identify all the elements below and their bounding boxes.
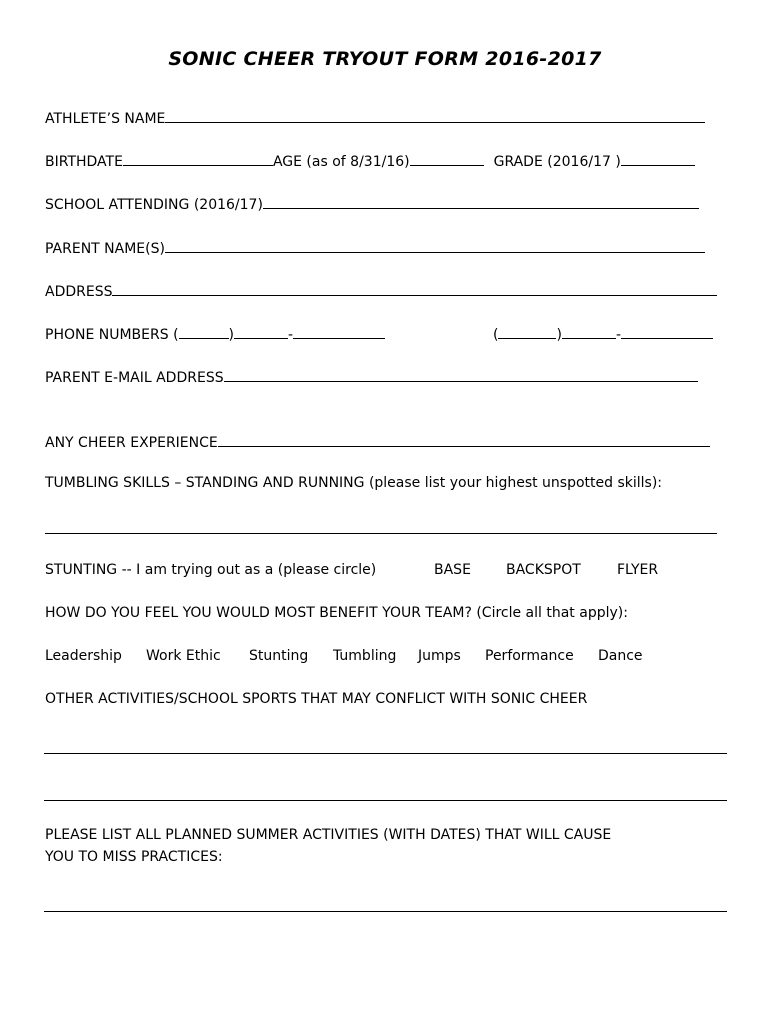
phone2-prefix-field[interactable] [562,324,616,339]
cheer-experience-row [45,432,710,451]
conflicts-label: OTHER ACTIVITIES/SCHOOL SPORTS THAT MAY CONFLICT WITH SONIC CHEER [45,691,588,707]
benefit-option-dance[interactable]: Dance [598,648,643,664]
phone1-prefix-field[interactable] [234,324,288,339]
benefit-option-performance[interactable]: Performance [485,648,574,664]
parent-names-field[interactable] [165,238,705,253]
athlete-name-label: ATHLETE’S NAME [45,111,166,127]
parent-email-label: PARENT E-MAIL ADDRESS [45,370,224,386]
phone2-dash: - [615,327,621,343]
cheer-experience-field[interactable] [218,432,710,447]
address-field[interactable] [112,281,717,296]
birthdate-label: BIRTHDATE [45,154,123,170]
phone2-area-code-field[interactable] [498,324,556,339]
parent-names-label: PARENT NAME(S) [45,241,165,257]
summer-activities-answer-line[interactable] [44,911,727,912]
stunting-label: STUNTING -- I am trying out as a (please circle) [45,562,377,578]
tumbling-label: TUMBLING SKILLS – STANDING AND RUNNING (please list your highest unspotted skills): [45,475,663,491]
age-label: AGE (as of 8/31/16) [272,154,410,170]
conflicts-answer-line-2[interactable] [44,800,727,801]
athlete-name-field[interactable] [165,108,705,123]
benefit-option-tumbling[interactable]: Tumbling [333,648,397,664]
benefit-option-work-ethic[interactable]: Work Ethic [146,648,221,664]
stunting-option-flyer[interactable]: FLYER [617,562,659,578]
summer-activities-label-line-2: YOU TO MISS PRACTICES: [45,849,223,865]
parent-names-row [45,238,705,257]
conflicts-answer-line-1[interactable] [44,753,727,754]
stunting-option-backspot[interactable]: BACKSPOT [506,562,581,578]
benefit-option-stunting[interactable]: Stunting [249,648,309,664]
school-field[interactable] [263,194,699,209]
age-field[interactable] [410,151,484,166]
cheer-experience-label: ANY CHEER EXPERIENCE [45,435,218,451]
athlete-name-row [45,108,705,127]
phone1-dash: - [288,327,294,343]
phone-row-2 [493,324,713,343]
benefit-question: HOW DO YOU FEEL YOU WOULD MOST BENEFIT YOUR TEAM? (Circle all that apply): [45,605,628,621]
summer-activities-label-line-1: PLEASE LIST ALL PLANNED SUMMER ACTIVITIES (WITH DATES) THAT WILL CAUSE [45,827,612,843]
stunting-option-base[interactable]: BASE [434,562,471,578]
phone-row-1 [45,324,385,343]
phone2-close-paren: ) [556,327,562,343]
school-row [45,194,699,213]
form-title: SONIC CHEER TRYOUT FORM 2016-2017 [168,48,602,70]
grade-label: GRADE (2016/17 ) [493,154,621,170]
address-row [45,281,717,300]
phone1-area-code-field[interactable] [179,324,229,339]
birthdate-field[interactable] [123,151,273,166]
parent-email-field[interactable] [224,367,698,382]
tumbling-answer-line[interactable] [45,533,717,534]
parent-email-row [45,367,698,386]
birthdate-row [45,151,695,170]
grade-field[interactable] [621,151,695,166]
school-label: SCHOOL ATTENDING (2016/17) [45,197,263,213]
phone1-line-field[interactable] [293,324,385,339]
address-label: ADDRESS [45,284,113,300]
phone1-close-paren: ) [228,327,235,343]
phone2-open-paren: ( [493,327,499,343]
phone2-line-field[interactable] [621,324,713,339]
phone-numbers-label: PHONE NUMBERS ( [45,327,179,343]
benefit-option-leadership[interactable]: Leadership [45,648,122,664]
benefit-option-jumps[interactable]: Jumps [418,648,461,664]
